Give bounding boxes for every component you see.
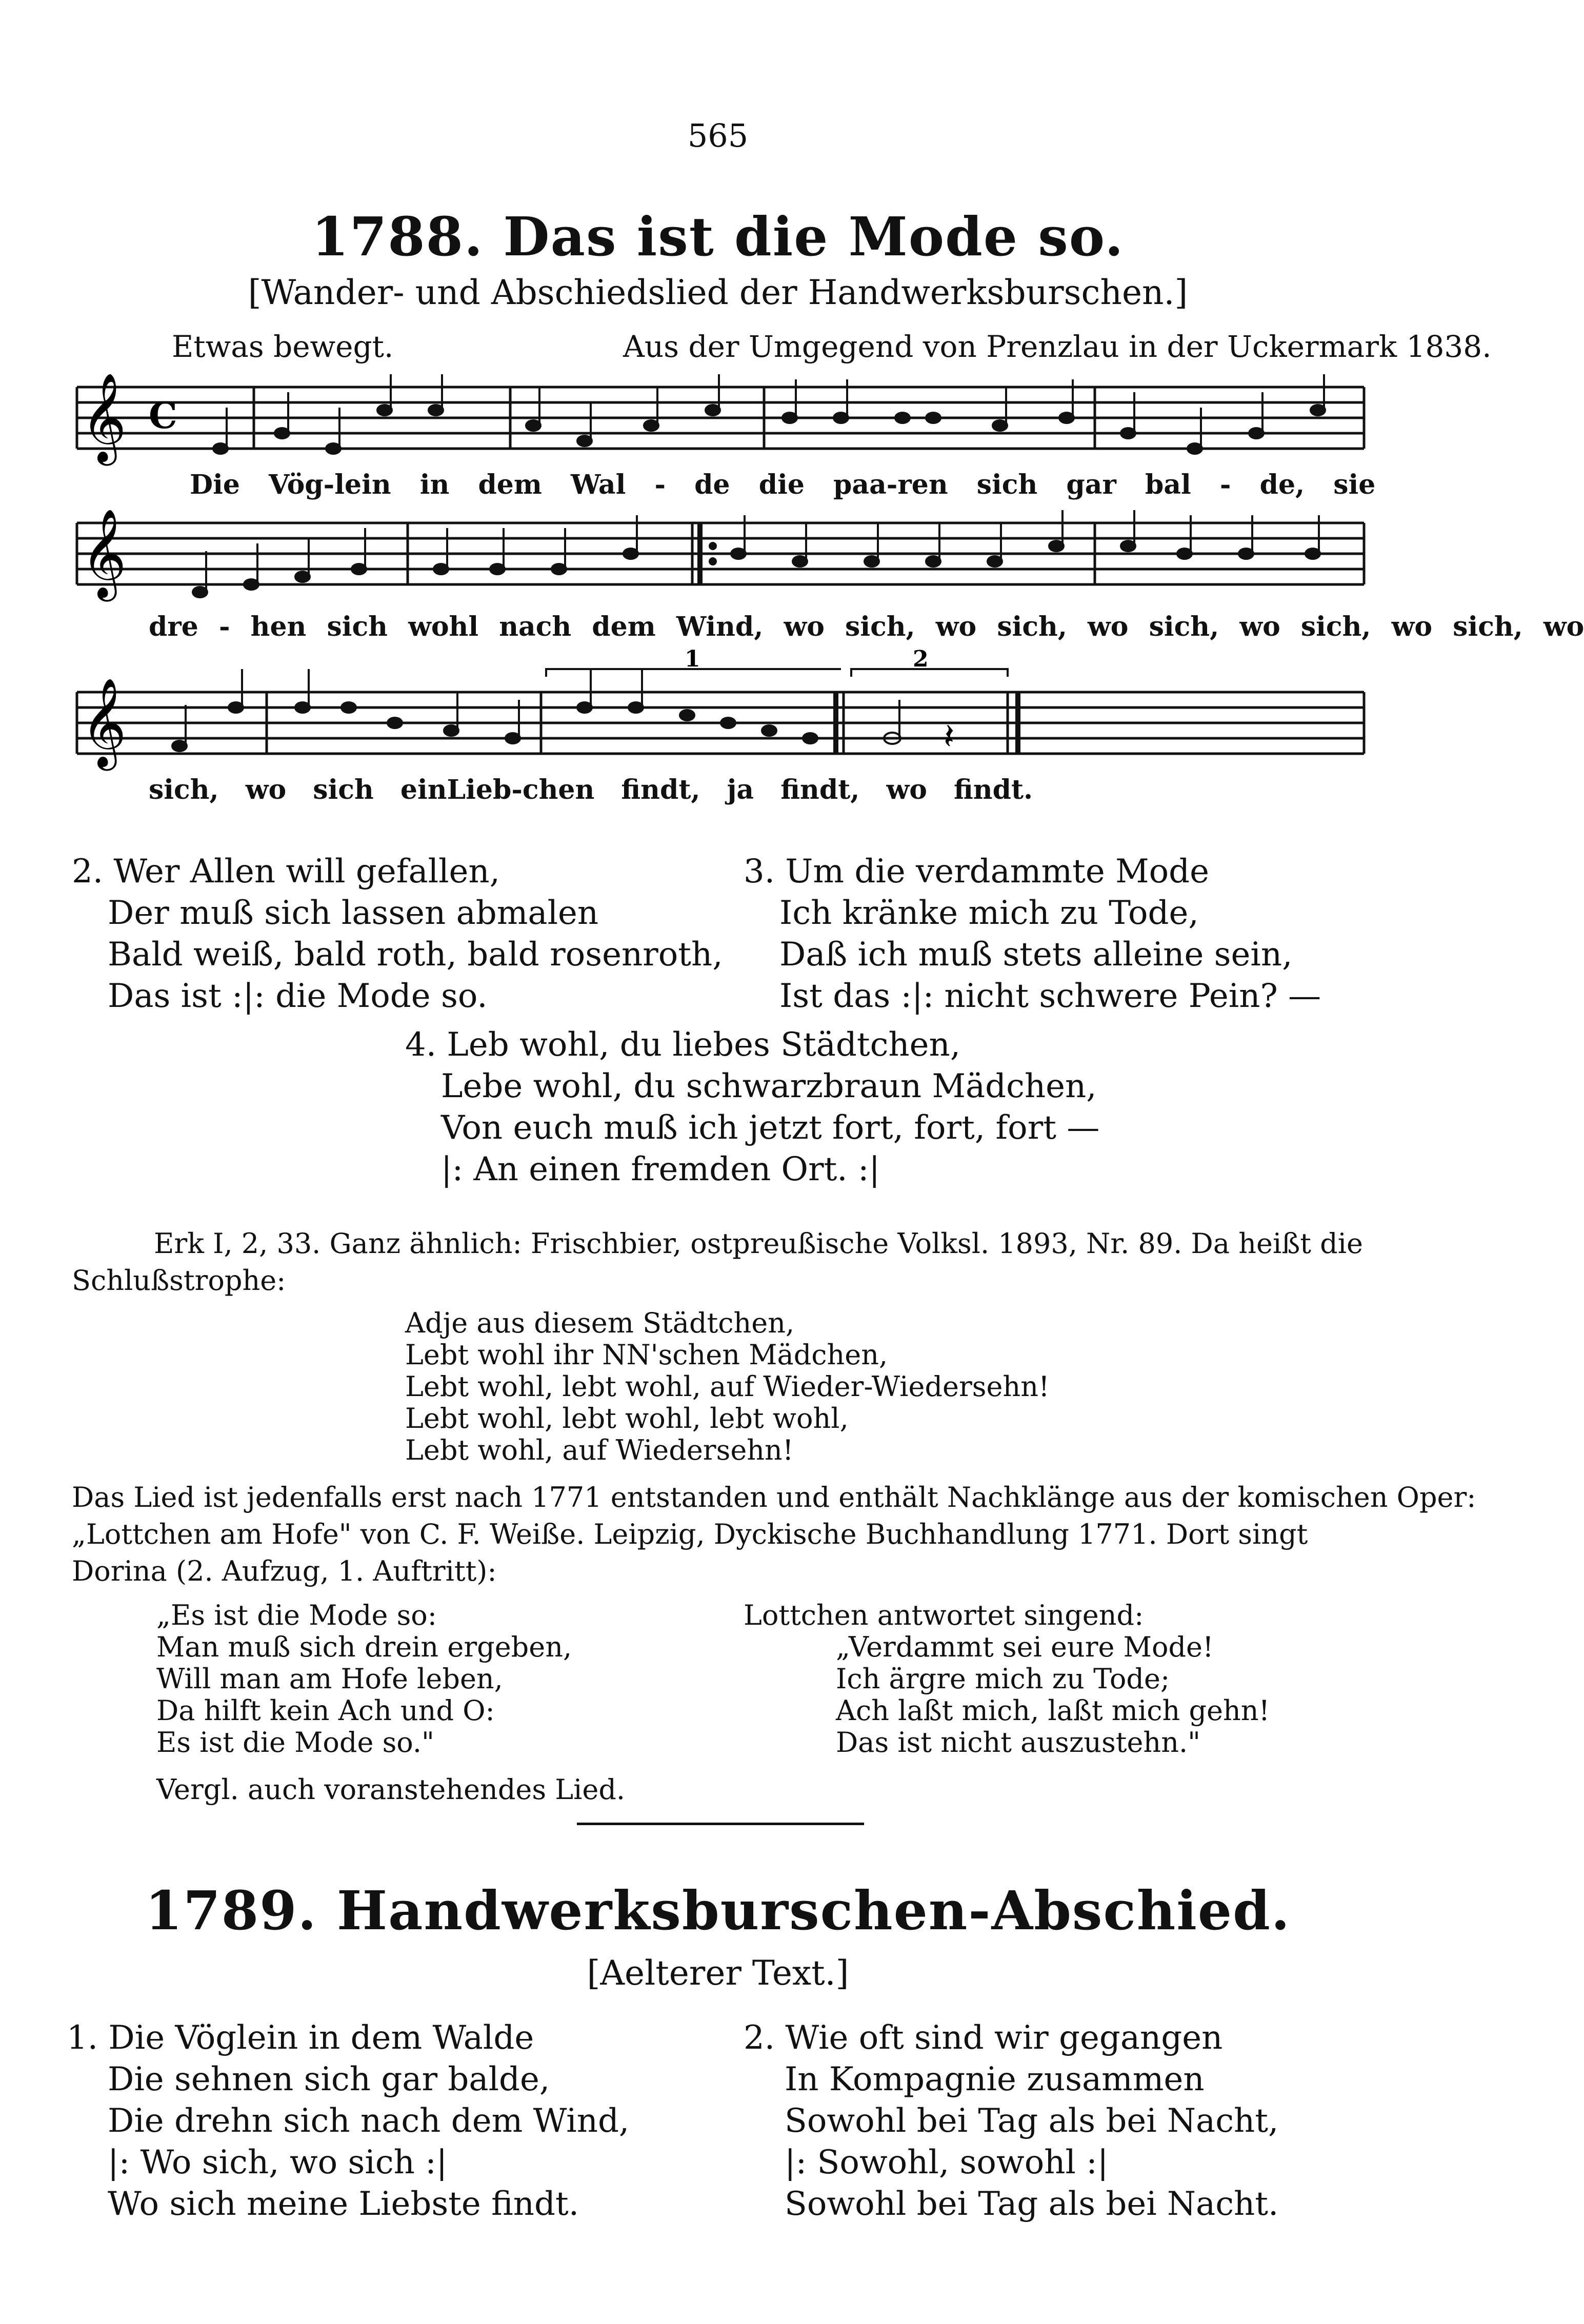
song-origin: Aus der Umgegend von Prenzlau in der Uckermark 1838. bbox=[623, 329, 1492, 364]
song-subtitle: [Wander- und Abschiedslied der Handwerksburschen.] bbox=[248, 273, 1188, 312]
song-number: 1788. bbox=[311, 205, 484, 268]
song-number: 1789. bbox=[145, 1879, 317, 1942]
verse-number: 1. bbox=[67, 2019, 98, 2057]
song-title: Handwerksburschen-Abschied. bbox=[336, 1879, 1291, 1942]
verse-2: 2. Wer Allen will gefallen, Der muß sich lassen abmalen Bald weiß, bald roth, bald rosenroth, Das ist :|: die Mode so. bbox=[72, 853, 723, 1015]
treble-clef-icon: 𝄞 bbox=[81, 678, 127, 767]
song-title: Das ist die Mode so. bbox=[503, 205, 1125, 268]
treble-clef-icon: 𝄞 bbox=[81, 373, 127, 462]
source-note: Erk I, 2, 33. Ganz ähnlich: Frischbier, ostpreußische Volksl. 1893, Nr. 89. Da heißt die Schlußstrophe: bbox=[72, 1227, 1363, 1297]
verse-number: 4. bbox=[405, 1026, 437, 1064]
lyrics-line-2: dre - hen sich wohl nach dem Wind, wo sich, wo sich, wo sich, wo sich, wo sich, wo bbox=[149, 611, 1584, 642]
verse-1: 1. Die Vöglein in dem Walde Die sehnen sich gar balde, Die drehn sich nach dem Wind, |: Wo sich, wo sich :| Wo sich meine Liebste findt. bbox=[67, 2019, 630, 2223]
verse-3: 3. Um die verdammte Mode Ich kränke mich zu Tode, Daß ich muß stets alleine sein, Ist das :|: nicht schwere Pein? — bbox=[744, 853, 1321, 1015]
origin-note: Das Lied ist jedenfalls erst nach 1771 entstanden und enthält Nachklänge aus der komischen Oper: „Lottchen am Hofe" von C. F. Weiße. Leipzig, Dyckische Buchhandlung 1771. Dort singt Dorina (2. Aufzug, 1. Auftritt): bbox=[72, 1481, 1476, 1587]
section-divider bbox=[577, 1823, 864, 1825]
music-staff-3 bbox=[72, 646, 1369, 767]
song-subtitle: [Aelterer Text.] bbox=[587, 1953, 849, 1993]
quarter-rest-icon: 𝄽 bbox=[944, 715, 955, 757]
cross-reference: Vergl. auch voranstehendes Lied. bbox=[156, 1773, 626, 1806]
time-signature: C bbox=[149, 394, 177, 437]
song-1789-heading bbox=[0, 1879, 1436, 1942]
volta-2-label: 2 bbox=[913, 646, 929, 672]
treble-clef-icon: 𝄞 bbox=[81, 509, 127, 598]
verse-number: 3. bbox=[744, 853, 775, 891]
verse-number: 2. bbox=[744, 2019, 775, 2057]
lyrics-line-3: sich, wo sich einLieb-chen findt, ja findt, wo findt. bbox=[149, 774, 1033, 805]
schlussstrophe: Adje aus diesem Städtchen, Lebt wohl ihr NN'schen Mädchen, Lebt wohl, lebt wohl, auf Wieder-Wiedersehn! Lebt wohl, lebt wohl, lebt wohl, Lebt wohl, auf Wiedersehn! bbox=[405, 1307, 1050, 1466]
page-number: 565 bbox=[687, 117, 749, 154]
verse-4: 4. Leb wohl, du liebes Städtchen, Lebe wohl, du schwarzbraun Mädchen, Von euch muß ich jetzt fort, fort, fort — |: An einen fremden Ort. :| bbox=[405, 1026, 1100, 1188]
verse-number: 2. bbox=[72, 853, 104, 891]
song-1788-heading bbox=[0, 205, 1436, 268]
music-staff-1 bbox=[72, 373, 1369, 479]
lyrics-line-1: Die Vög-lein in dem Wal - de die paa-ren sich gar bal - de, sie bbox=[190, 469, 1376, 500]
volta-brackets bbox=[546, 669, 1008, 677]
music-staff-2 bbox=[72, 509, 1369, 610]
dorina-quote: „Es ist die Mode so: Man muß sich drein ergeben, Will man am Hofe leben, Da hilft kein Ach und O: Es ist die Mode so." bbox=[156, 1599, 572, 1759]
lottchen-intro: Lottchen antwortet singend: bbox=[744, 1599, 1144, 1631]
volta-1-label: 1 bbox=[685, 646, 700, 672]
verse-2: 2. Wie oft sind wir gegangen In Kompagnie zusammen Sowohl bei Tag als bei Nacht, |: Sowohl, sowohl :| Sowohl bei Tag als bei Nacht. bbox=[744, 2019, 1279, 2223]
lottchen-quote: Lottchen antwortet singend: „Verdammt sei eure Mode! Ich ärgre mich zu Tode; Ach laßt mich, laßt mich gehn! Das ist nicht auszustehn." bbox=[744, 1599, 1270, 1759]
tempo-marking: Etwas bewegt. bbox=[172, 329, 394, 364]
